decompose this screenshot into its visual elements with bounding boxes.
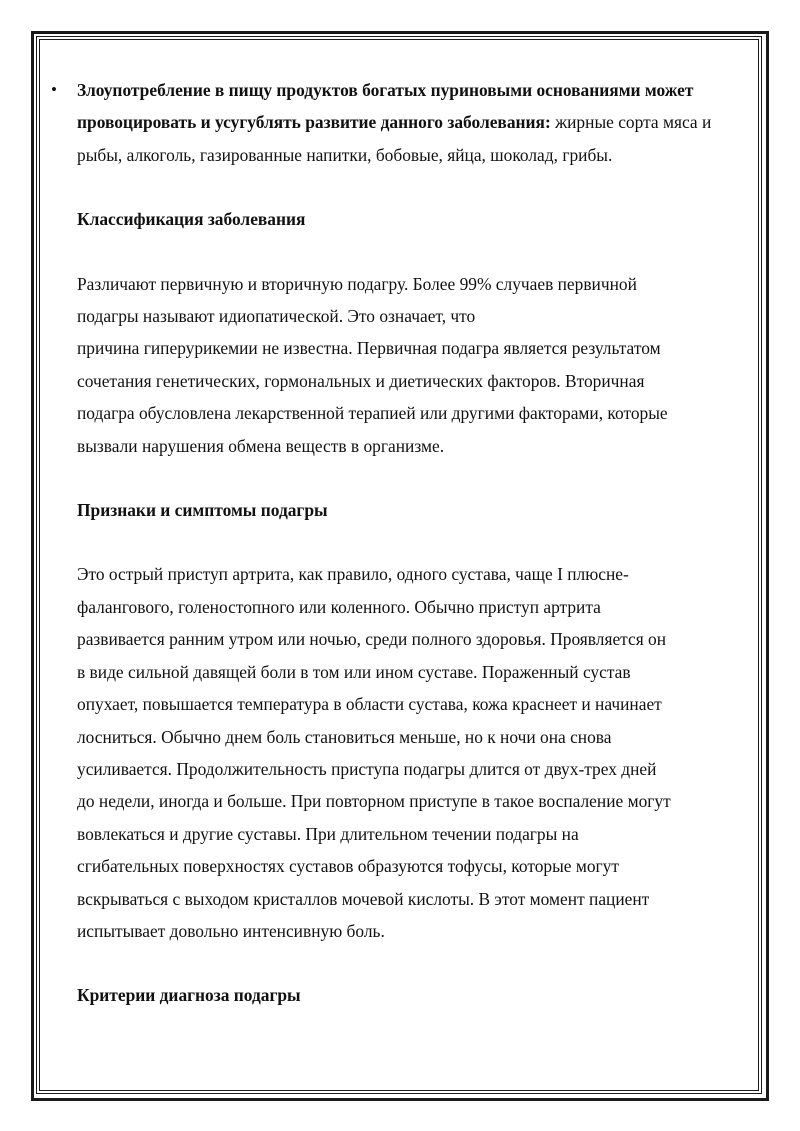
document-body — [51, 74, 727, 1012]
bullet-normal-text: жирные сорта мяса и рыбы, алкоголь, газированные напитки, бобовые, яйца, шоколад, грибы. — [77, 112, 712, 165]
bullet-list-item — [51, 74, 727, 171]
paragraph-line: сгибательных поверхностях суставов образуются тофусы, которые могут — [77, 856, 619, 877]
paragraph-line: опухает, повышается температура в области сустава, кожа краснеет и начинает — [77, 694, 662, 715]
bullet-paragraph — [77, 74, 727, 171]
paragraph-line: развивается ранним утром или ночью, среди полного здоровья. Проявляется он — [77, 629, 667, 650]
paragraph-line: лосниться. Обычно днем боль становиться меньше, но к ночи она снова — [77, 726, 612, 747]
classification-paragraph — [77, 268, 727, 462]
bullet-dot-icon: • — [51, 80, 57, 99]
paragraph-line: усиливается. Продолжительность приступа подагры длится от двух-трех дней — [77, 758, 657, 779]
paragraph-line: в виде сильной давящей боли в том или ином суставе. Пораженный сустав — [77, 661, 631, 682]
paragraph-line: вызвали нарушения обмена веществ в организме. — [77, 435, 445, 456]
paragraph-line: вовлекаться и другие суставы. При длительном течении подагры на — [77, 823, 579, 844]
section-heading-classification: Классификация заболевания — [77, 209, 306, 230]
symptoms-paragraph — [77, 558, 727, 947]
section-heading-diagnosis-criteria: Критерии диагноза подагры — [77, 985, 301, 1006]
paragraph-line: сочетания генетических, гормональных и диетических факторов. Вторичная — [77, 370, 645, 391]
paragraph-line: фалангового, голеностопного или коленного. Обычно приступ артрита — [77, 596, 601, 617]
bullet-bold-text: Злоупотребление в пищу продуктов богатых пуриновыми основаниями может провоцировать и усугублять развитие данного заболевания: — [77, 80, 694, 133]
paragraph-line: до недели, иногда и больше. При повторном приступе в такое воспаление могут — [77, 791, 671, 812]
paragraph-line: подагра обусловлена лекарственной терапией или другими факторами, которые — [77, 403, 668, 424]
paragraph-line: Различают первичную и вторичную подагру. Более 99% случаев первичной — [77, 273, 637, 294]
paragraph-line: вскрываться с выходом кристаллов мочевой кислоты. В этот момент пациент — [77, 888, 650, 909]
paragraph-line: испытывает довольно интенсивную боль. — [77, 920, 385, 941]
section-heading-symptoms: Признаки и симптомы подагры — [77, 500, 328, 521]
paragraph-line: причина гиперурикемии не известна. Первичная подагра является результатом — [77, 338, 661, 359]
paragraph-line: Это острый приступ артрита, как правило, одного сустава, чаще I плюсне- — [77, 564, 629, 585]
paragraph-line: подагры называют идиопатической. Это означает, что — [77, 306, 476, 327]
